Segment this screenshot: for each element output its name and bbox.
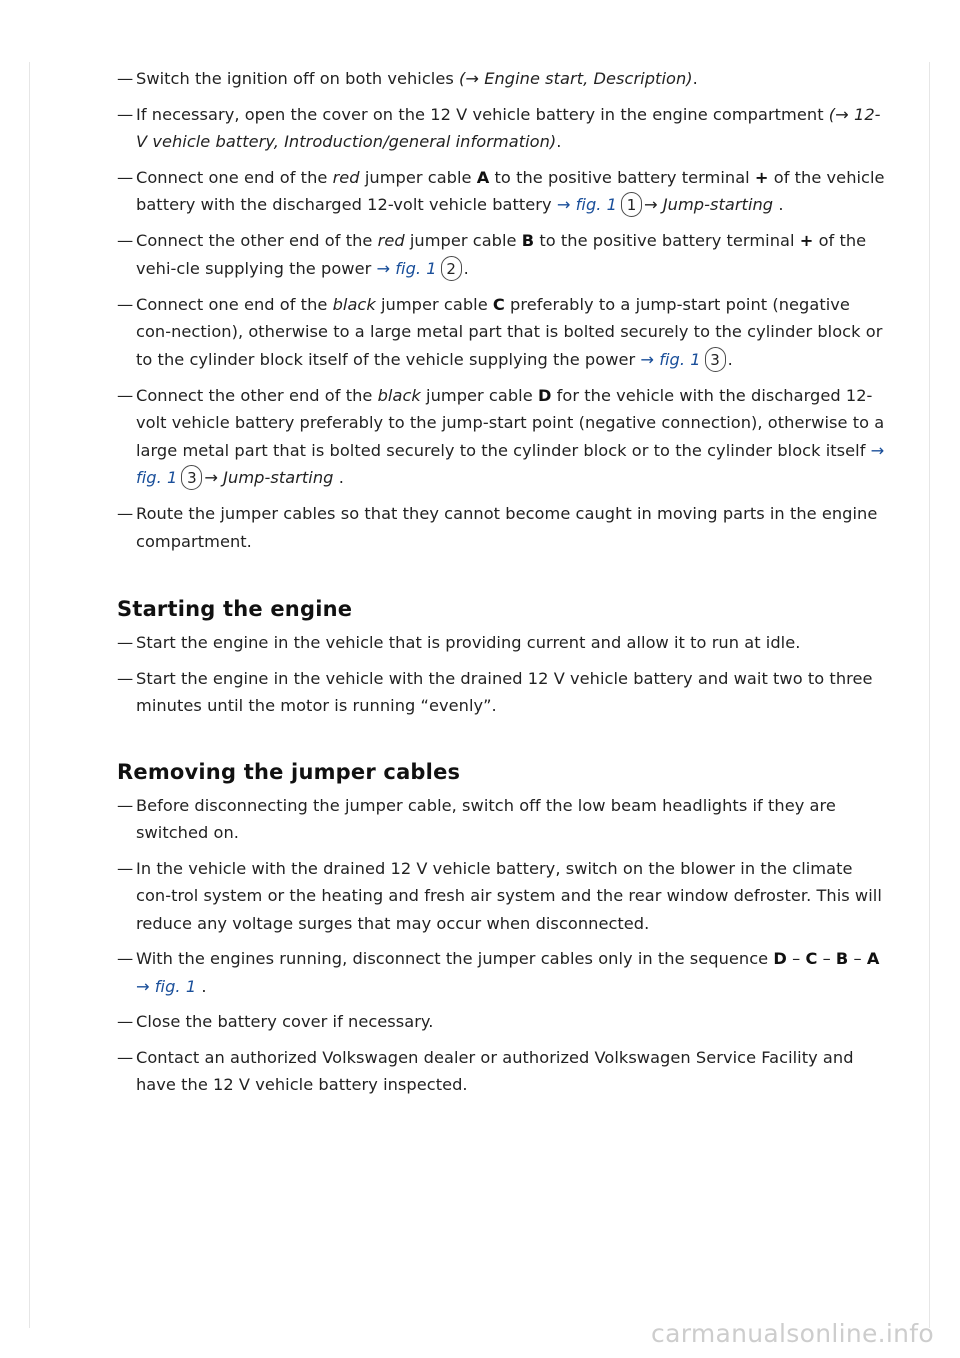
cross-reference[interactable]: (→ 12-V vehicle battery, Introduction/general information) (136, 104, 881, 151)
dash-bullet: — (117, 294, 134, 314)
dash-bullet: — (117, 69, 134, 88)
dash-bullet: — (117, 633, 134, 652)
dash-bullet: — (117, 949, 134, 968)
section-heading-removing: Removing the jumper cables (117, 759, 461, 784)
dash-bullet: — (117, 104, 134, 124)
section-heading-starting: Starting the engine (117, 597, 353, 621)
dash-bullet: — (117, 167, 134, 187)
cable-color: black (332, 294, 376, 314)
dash-bullet: — (117, 795, 134, 815)
right-margin-rule (929, 62, 930, 1328)
figure-link[interactable]: → fig. 1 (136, 976, 197, 996)
cable-letter: C (492, 294, 505, 314)
step-close-cover: — Close the battery cover if necessary. (117, 1008, 887, 1036)
left-margin-rule (29, 62, 30, 1328)
step-connect-red-a: — Connect one end of the red jumper cable A to the positive battery terminal + of the vehicle battery with the discharged 12-volt vehicle battery → fig. 1 1 → Jump-starting . (117, 164, 887, 220)
cable-letter: C (805, 949, 818, 968)
watermark: carmanualsonline.info (651, 1319, 934, 1348)
figure-link[interactable]: → fig. 1 (556, 195, 618, 214)
cross-reference[interactable]: (→ Engine start, Description) (459, 69, 693, 88)
dash-bullet: — (117, 385, 134, 405)
step-blower-on: — In the vehicle with the drained 12 V vehicle battery, switch on the blower in the climate con-trol system or the heating and fresh air system and the rear window defroster. This will reduce any voltage surges that may occur when disconnected. (117, 855, 887, 938)
document-body (117, 65, 887, 1107)
step-open-cover: — If necessary, open the cover on the 12 V vehicle battery in the engine compartment (→ 12-V vehicle battery, Introduction/general information). (117, 101, 887, 156)
callout-number: 1 (621, 192, 642, 217)
step-connect-black-d: — Connect the other end of the black jumper cable D for the vehicle with the discharged 12-volt vehicle battery preferably to the jump-start point (negative connection), otherwise to a large metal part that is bolted securely to the cylinder block or to the cylinder block itself → fig. 1 3 → Jump-starting . (117, 382, 887, 493)
cable-letter: D (537, 385, 552, 405)
cable-color: black (377, 385, 421, 405)
cross-reference[interactable]: → Jump-starting (644, 195, 774, 214)
dash-bullet: — (117, 1047, 134, 1067)
step-connect-black-c: — Connect one end of the black jumper cable C preferably to a jump-start point (negative con-nection), otherwise to a large metal part that is bolted securely to the cylinder block or to the cylinder block itself of the vehicle supplying the power → fig. 1 3 . (117, 291, 887, 374)
figure-link[interactable]: → fig. 1 (640, 349, 701, 369)
cross-reference[interactable]: → Jump-starting (204, 468, 334, 487)
plus-symbol: + (799, 231, 814, 250)
step-disconnect-sequence: — With the engines running, disconnect the jumper cables only in the sequence D – C – B – A → fig. 1 . (117, 945, 887, 1000)
callout-number: 3 (705, 347, 726, 372)
dash-bullet: — (117, 1012, 134, 1031)
cable-letter: A (866, 949, 880, 968)
plus-symbol: + (754, 167, 769, 187)
cable-color: red (332, 167, 360, 187)
step-contact-dealer: — Contact an authorized Volkswagen dealer or authorized Volkswagen Service Facility and have the 12 V vehicle battery inspected. (117, 1044, 887, 1099)
dash-bullet: — (117, 231, 134, 250)
cable-letter: D (773, 949, 787, 968)
step-route-cables: — Route the jumper cables so that they cannot become caught in moving parts in the engine compartment. (117, 500, 887, 555)
cable-letter: A (476, 167, 490, 187)
dash-bullet: — (117, 668, 134, 688)
step-headlights-off: — Before disconnecting the jumper cable, switch off the low beam headlights if they are switched on. (117, 792, 887, 847)
dash-bullet: — (117, 504, 134, 523)
cable-letter: B (835, 949, 849, 968)
step-switch-ignition: — Switch the ignition off on both vehicles (→ Engine start, Description). (117, 65, 887, 93)
cable-color: red (377, 231, 405, 250)
callout-number: 3 (181, 465, 202, 490)
step-start-drained: — Start the engine in the vehicle with the drained 12 V vehicle battery and wait two to three minutes until the motor is running “evenly”. (117, 665, 887, 720)
step-start-donor: — Start the engine in the vehicle that is providing current and allow it to run at idle. (117, 629, 887, 657)
cable-letter: B (521, 231, 535, 250)
figure-link[interactable]: → fig. 1 (376, 258, 437, 278)
figure-link[interactable]: → fig. 1 (136, 440, 885, 487)
dash-bullet: — (117, 858, 134, 878)
step-connect-red-b: — Connect the other end of the red jumper cable B to the positive battery terminal + of the vehi-cle supplying the power → fig. 1 2 . (117, 227, 887, 283)
callout-number: 2 (441, 256, 462, 281)
